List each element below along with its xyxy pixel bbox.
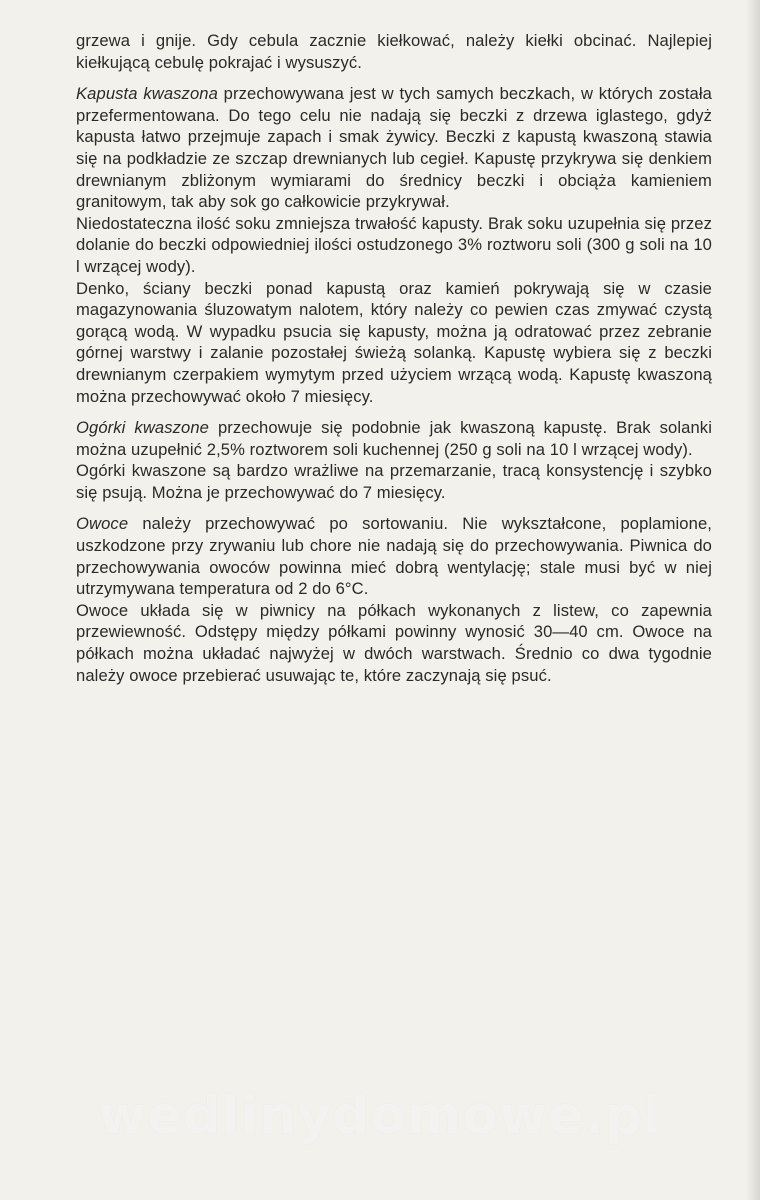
paragraph-text: Owoce układa się w piwnicy na półkach wykonanych z listew, co zapewnia przewiewność. Odstępy między półkami powinny wynosić 30—40 cm. Owoce na półkach można układać najwyżej w dwóch warstwach. Średnio co dwa tygodnie należy owoce przebierać usuwając te, które zaczynają się psuć. [76,600,712,685]
paragraph-text: Niedostateczna ilość soku zmniejsza trwałość kapusty. Brak soku uzupełnia się przez dolanie do beczki odpowiedniej ilości ostudzonego 3% roztworu soli (300 g soli na 10 l wrzącej wody). [76,213,712,276]
lead-term-fruit: Owoce [76,514,129,534]
paragraph-fruit [76,513,712,599]
paragraph-sauerkraut [76,83,712,213]
paragraph-text: przechowuje się podobnie jak kwaszoną kapustę. Brak solanki można uzupełnić 2,5% roztworem soli kuchennej (250 g soli na 10 l wrzącej wody). [76,418,712,459]
paragraph-fruit-shelves [76,600,712,686]
page-text [76,30,712,686]
paragraph-sauerkraut-storage [76,278,712,408]
paragraph-text: Denko, ściany beczki ponad kapustą oraz kamień pokrywają się w czasie magazynowania śluzowatym nalotem, który należy co pewien czas zmywać czystą gorącą wodą. W wypadku psucia się kapusty, można ją odratować przez zebranie górnej warstwy i zalanie pozostałej świeżą solanką. Kapustę wybiera się z beczki drewnianym czerpakiem wymytym przed użyciem wrzącą wodą. Kapustę kwaszoną można przechowywać około 7 miesięcy. [76,278,712,406]
lead-term-sauerkraut: Kapusta kwaszona [76,84,218,104]
paragraph-onion-end [76,30,712,73]
paragraph-text: należy przechowywać po sortowaniu. Nie wykształcone, poplamione, uszkodzone przy zrywaniu lub chore nie nadają się do przechowywania. Piwnica do przechowywania owoców powinna mieć dobrą wentylację; stale musi być w niej utrzymywana temperatura od 2 do 6°C. [76,514,712,599]
watermark: wedlinydomowe.pl [97,1086,663,1146]
paragraph-sauerkraut-juice [76,213,712,278]
paragraph-text: przechowywana jest w tych samych beczkach, w których została przefermentowana. Do tego celu nie nadają się beczki z drzewa iglastego, gdyż kapusta łatwo przejmuje zapach i smak żywicy. Beczki z kapustą kwaszoną stawia się na podkładzie ze szczap drewnianych lub cegieł. Kapustę przykrywa się denkiem drewnianym zbliżonym wymiarami do średnicy beczki i obciąża kamieniem granitowym, tak aby sok go całkowicie przykrywał. [76,84,713,212]
page-edge-shadow [746,0,760,1200]
paragraph-text: grzewa i gnije. Gdy cebula zacznie kiełkować, należy kiełki obcinać. Najlepiej kiełkującą cebulę pokrajać i wysuszyć. [76,31,712,72]
paragraph-pickles [76,417,712,460]
paragraph-pickles-frost [76,460,712,503]
lead-term-pickles: Ogórki kwaszone [76,418,210,438]
paragraph-text: Ogórki kwaszone są bardzo wrażliwe na przemarzanie, tracą konsystencję i szybko się psują. Można je przechowywać do 7 miesięcy. [76,461,712,502]
